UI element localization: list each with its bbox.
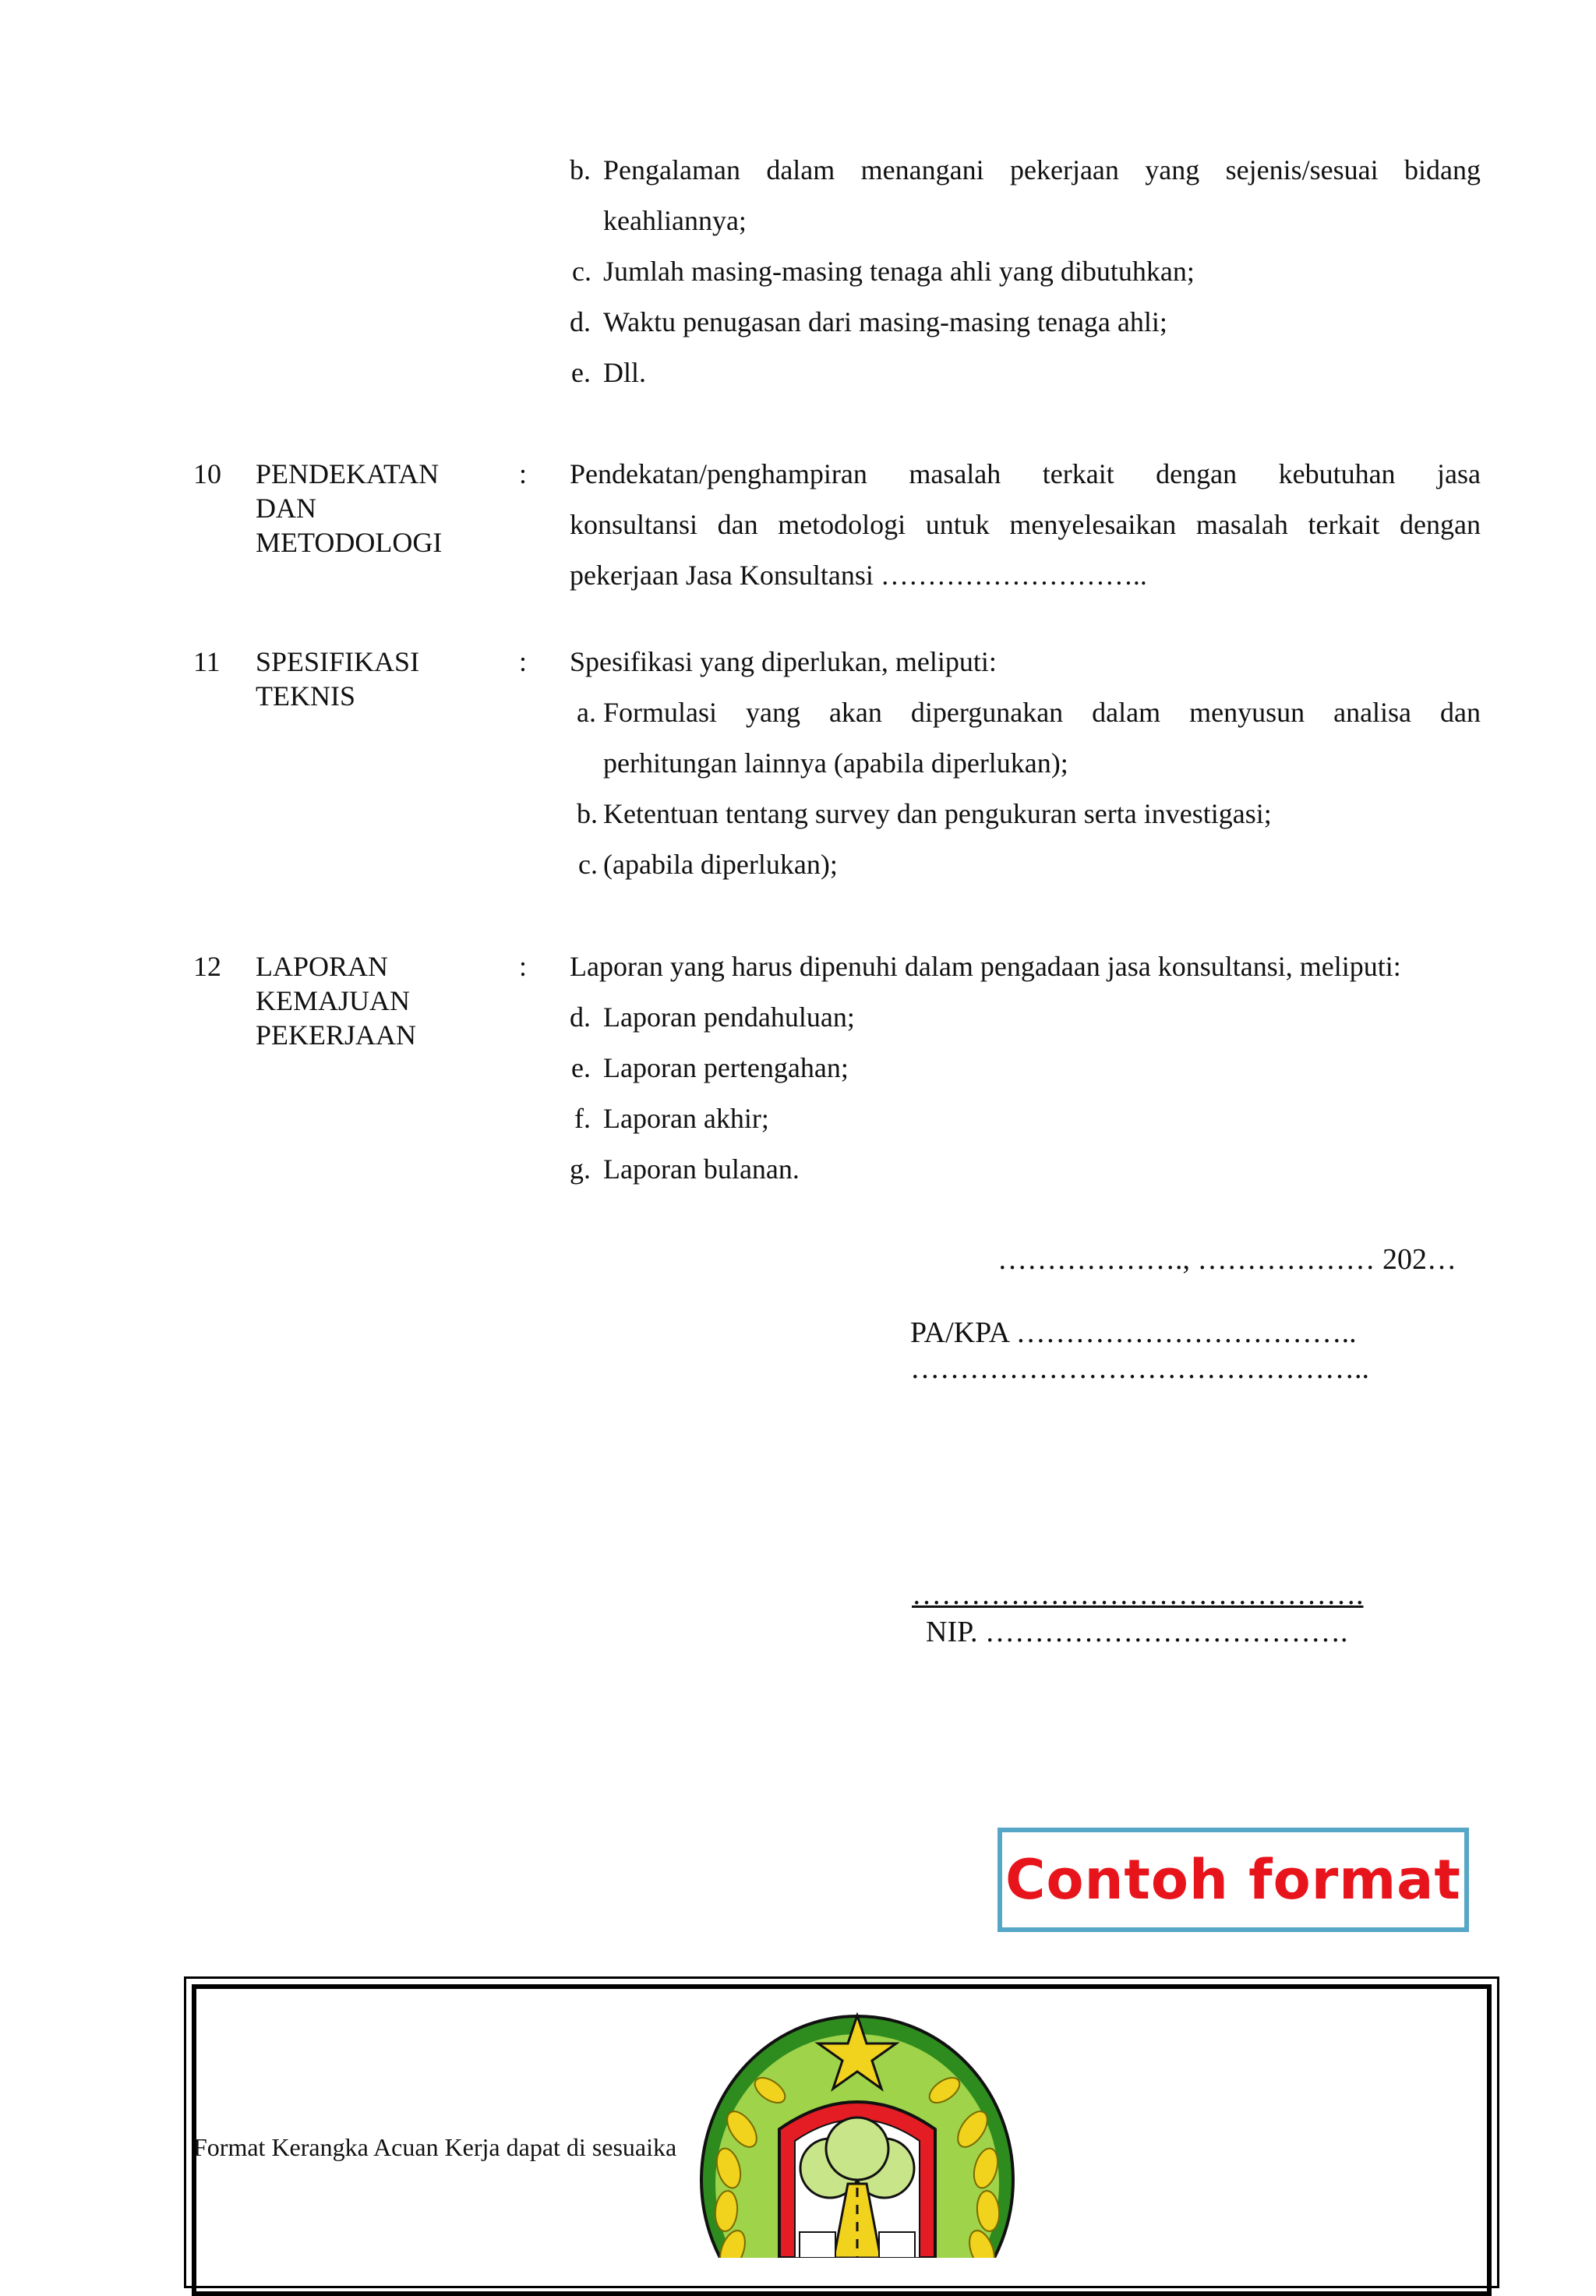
section-label-line: SPESIFIKASI <box>256 646 420 677</box>
sample-format-stamp <box>998 1828 1469 1932</box>
section-colon: : <box>519 646 528 677</box>
list-marker: c. <box>578 849 598 880</box>
signer-name-line: ………………………………………. <box>912 1578 1364 1611</box>
section-number: 12 <box>193 951 221 982</box>
section-text-line: konsultansi dan metodologi untuk menyelesaikan masalah terkait dengan <box>570 509 1481 540</box>
section-label-line: METODOLOGI <box>256 527 443 558</box>
list-marker: f. <box>574 1103 591 1134</box>
section-colon: : <box>519 458 528 489</box>
list-marker: d. <box>570 1001 591 1033</box>
list-item-text: keahliannya; <box>603 205 747 236</box>
list-marker: c. <box>572 256 591 287</box>
section-label-line: PENDEKATAN <box>256 458 440 489</box>
section-label-line: DAN <box>256 493 316 524</box>
list-marker: b. <box>570 154 591 185</box>
list-marker: b. <box>577 798 598 829</box>
section-colon: : <box>519 951 528 982</box>
section-number: 11 <box>193 646 221 677</box>
list-item-text: Laporan bulanan. <box>603 1153 800 1185</box>
signer-role-line2: ……………………………………….. <box>910 1352 1369 1385</box>
section-label-line: PEKERJAAN <box>256 1019 417 1051</box>
regional-government-emblem-icon <box>694 2012 1021 2258</box>
list-item-text: perhitungan lainnya (apabila diperlukan); <box>603 747 1068 779</box>
section-text-line: pekerjaan Jasa Konsultansi ……………………….. <box>570 560 1147 591</box>
section-label-line: KEMAJUAN <box>256 985 410 1016</box>
list-item-text: (apabila diperlukan); <box>603 849 838 880</box>
stamp-text: Contoh format <box>1005 1848 1461 1912</box>
list-marker: a. <box>577 697 596 728</box>
list-item-text: Laporan pertengahan; <box>603 1052 849 1083</box>
list-marker: g. <box>570 1153 591 1185</box>
list-marker: e. <box>571 357 591 388</box>
list-item-text: Formulasi yang akan dipergunakan dalam menyusun analisa dan <box>603 697 1481 728</box>
section-number: 10 <box>193 458 221 489</box>
list-item-text: Laporan akhir; <box>603 1103 769 1134</box>
list-marker: d. <box>570 306 591 337</box>
list-item-text: Ketentuan tentang survey dan pengukuran serta investigasi; <box>603 798 1272 829</box>
section-intro: Laporan yang harus dipenuhi dalam pengadaan jasa konsultansi, meliputi: <box>570 951 1401 982</box>
list-item-text: Dll. <box>603 357 647 388</box>
list-item-text: Jumlah masing-masing tenaga ahli yang dibutuhkan; <box>603 256 1195 287</box>
signer-nip: NIP. ………………………………. <box>926 1616 1348 1648</box>
list-item-text: Waktu penugasan dari masing-masing tenaga ahli; <box>603 306 1167 337</box>
list-item-text: Laporan pendahuluan; <box>603 1001 855 1033</box>
list-marker: e. <box>571 1052 591 1083</box>
signer-role: PA/KPA …………………………….. <box>910 1316 1357 1349</box>
list-item-text: Pengalaman dalam menangani pekerjaan yang sejenis/sesuai bidang <box>603 154 1481 185</box>
section-label-line: LAPORAN <box>256 951 389 982</box>
place-date: ………………., ……………… 202… <box>998 1243 1457 1276</box>
section-intro: Spesifikasi yang diperlukan, meliputi: <box>570 646 997 677</box>
footer-note: Format Kerangka Acuan Kerja dapat di sesuaika <box>193 2133 677 2161</box>
section-label-line: TEKNIS <box>256 680 355 712</box>
section-text-line: Pendekatan/penghampiran masalah terkait dengan kebutuhan jasa <box>570 458 1481 489</box>
